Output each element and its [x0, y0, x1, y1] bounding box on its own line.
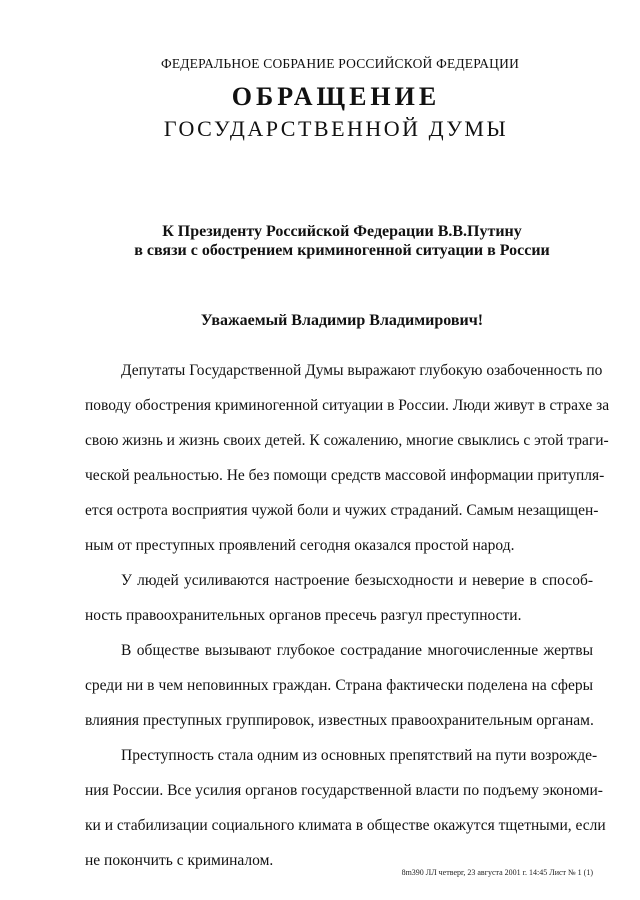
- page-footer: 8m390 ЛЛ четверг, 23 августа 2001 г. 14:45 Лист № 1 (1): [401, 868, 593, 877]
- addressee-block: [0, 222, 640, 260]
- body-line: поводу обострения криминогенной ситуации в России. Люди живут в страхе за: [85, 397, 610, 414]
- body-line: влияния преступных группировок, известных правоохранительным органам.: [85, 712, 594, 729]
- body-line: Преступность стала одним из основных препятствий на пути возрожде-: [121, 747, 598, 764]
- body-line: У людей усиливаются настроение безысходности и неверие в способ-: [121, 572, 593, 589]
- body-line: ным от преступных проявлений сегодня оказался простой народ.: [85, 537, 515, 554]
- salutation: Уважаемый Владимир Владимирович!: [200, 312, 484, 329]
- letter-body: [85, 360, 610, 885]
- body-line: ния России. Все усилия органов государственной власти по подъему экономи-: [85, 782, 603, 799]
- document-title: ОБРАЩЕНИЕ: [231, 82, 441, 111]
- body-line: среди ни в чем неповинных граждан. Страна фактически поделена на сферы: [85, 677, 593, 694]
- body-line: ность правоохранительных органов пресечь разгул преступности.: [85, 607, 522, 624]
- body-line: свою жизнь и жизнь своих детей. К сожалению, многие свыклись с этой траги-: [85, 432, 609, 449]
- body-line: ки и стабилизации социального климата в обществе окажутся тщетными, если: [85, 817, 606, 834]
- body-line: Депутаты Государственной Думы выражают глубокую озабоченность по: [121, 362, 603, 379]
- addressee-line-2: в связи с обострением криминогенной ситуации в России: [134, 242, 550, 259]
- addressee-line-1: К Президенту Российской Федерации В.В.Путину: [162, 223, 522, 240]
- document-subtitle: ГОСУДАРСТВЕННОЙ ДУМЫ: [163, 116, 509, 141]
- body-line: ется острота восприятия чужой боли и чужих страданий. Самым незащищен-: [85, 502, 599, 519]
- body-line: ческой реальностью. Не без помощи средств массовой информации притупля-: [85, 467, 605, 484]
- organization-header: ФЕДЕРАЛЬНОЕ СОБРАНИЕ РОССИЙСКОЙ ФЕДЕРАЦИИ: [160, 56, 520, 71]
- body-line: В обществе вызывают глубокое сострадание многочисленные жертвы: [121, 642, 593, 659]
- body-line: не покончить с криминалом.: [85, 852, 274, 869]
